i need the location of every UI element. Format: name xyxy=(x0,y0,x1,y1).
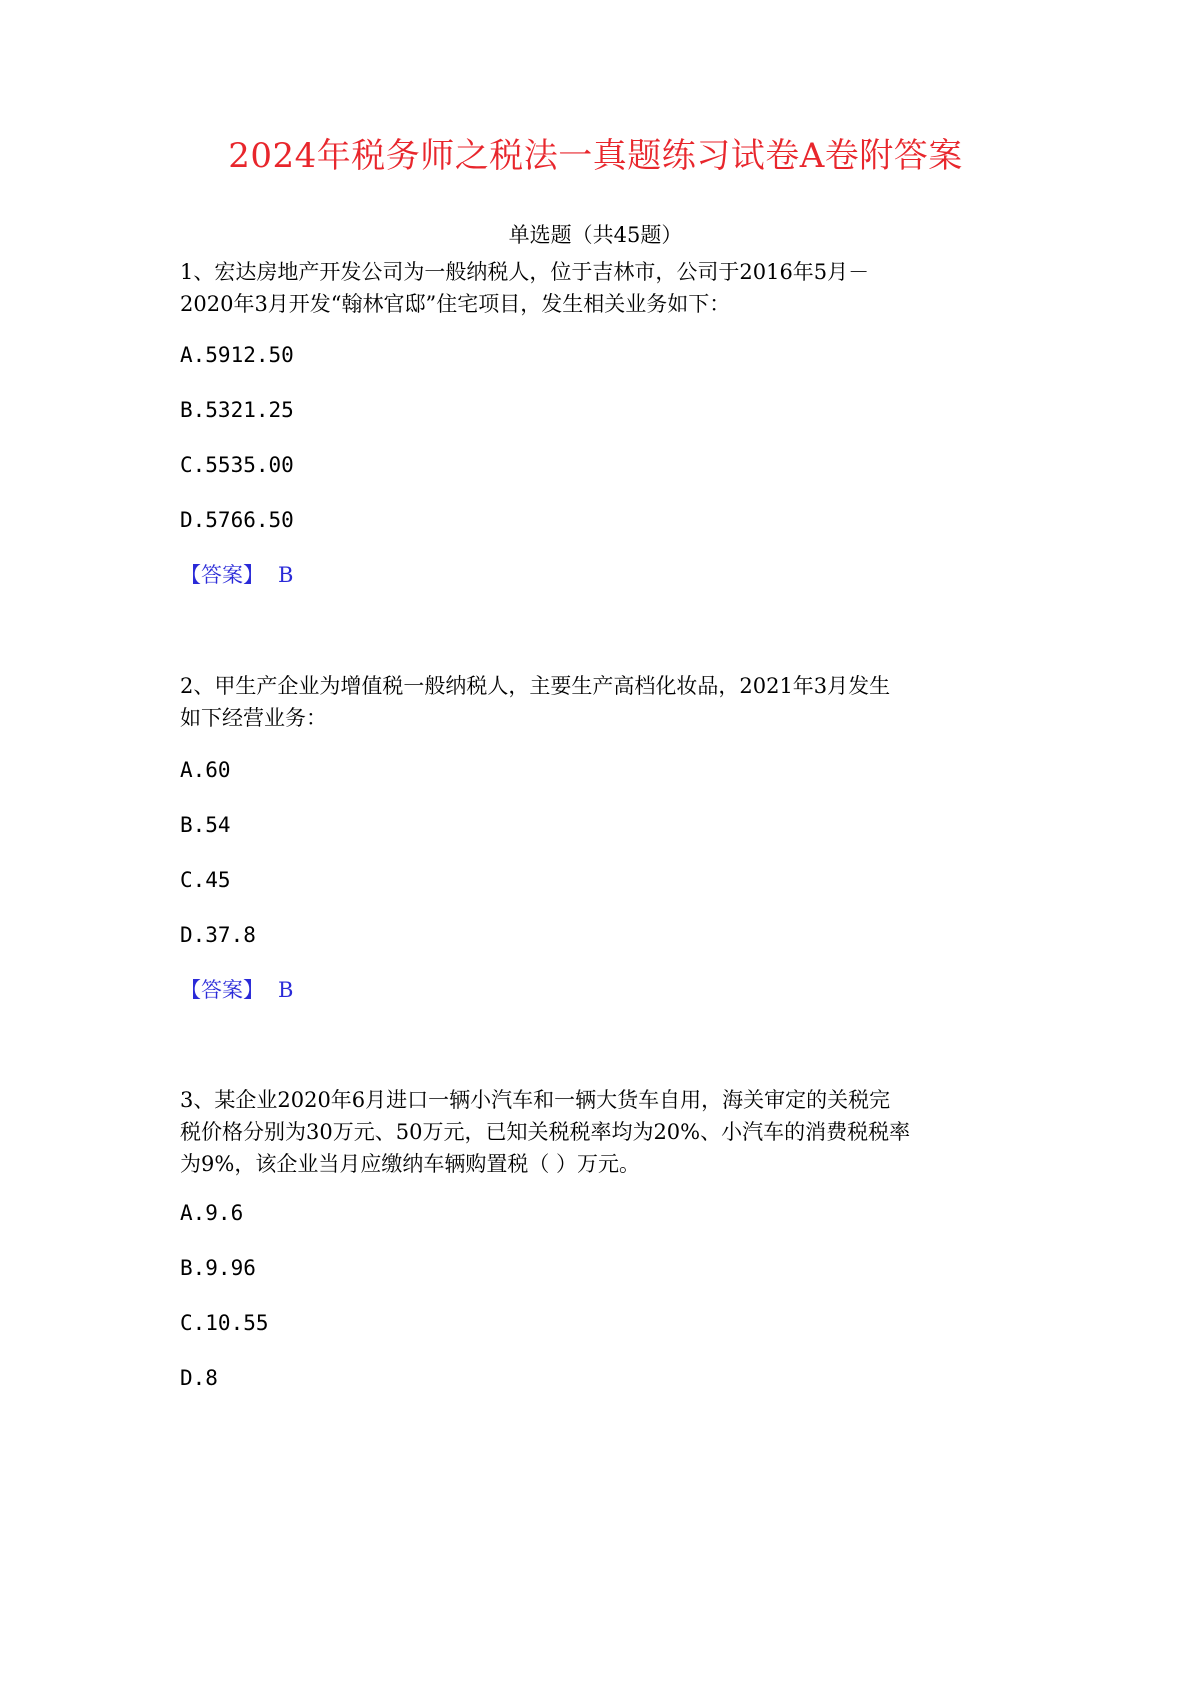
question-2-answer-label: 【答案】 xyxy=(180,978,264,1002)
question-1-stem-line-2: 2020年3月开发“翰林官邸”住宅项目，发生相关业务如下： xyxy=(180,292,731,316)
question-3-option-c: C.10.55 xyxy=(180,1311,269,1335)
question-1-stem-line-1: 1、宏达房地产开发公司为一般纳税人，位于吉林市，公司于2016年5月－ xyxy=(180,260,870,284)
question-2-answer xyxy=(180,975,293,1005)
question-2-option-b: B.54 xyxy=(180,813,231,837)
question-1-stem xyxy=(180,256,1020,320)
question-1-option-c: C.5535.00 xyxy=(180,453,294,477)
question-1-option-b: B.5321.25 xyxy=(180,398,294,422)
question-2-option-a: A.60 xyxy=(180,758,231,782)
question-3-stem-line-3: 为9%，该企业当月应缴纳车辆购置税（ ）万元。 xyxy=(180,1152,640,1176)
question-1-option-d: D.5766.50 xyxy=(180,508,294,532)
question-2-option-d: D.37.8 xyxy=(180,923,256,947)
question-3-option-d: D.8 xyxy=(180,1366,218,1390)
question-2-stem xyxy=(180,670,1020,734)
question-3-option-a: A.9.6 xyxy=(180,1201,244,1225)
question-2-answer-value: B xyxy=(278,978,294,1002)
section-heading: 单选题（共45题） xyxy=(508,223,683,247)
question-3-option-b: B.9.96 xyxy=(180,1256,256,1280)
question-2-option-c: C.45 xyxy=(180,868,231,892)
question-1-answer-label: 【答案】 xyxy=(180,563,264,587)
question-1-option-a: A.5912.50 xyxy=(180,343,294,367)
question-1-answer xyxy=(180,560,293,590)
question-3-stem xyxy=(180,1084,1020,1180)
question-3-stem-line-2: 税价格分别为30万元、50万元，已知关税税率均为20%、小汽车的消费税税率 xyxy=(180,1120,911,1144)
question-3-stem-line-1: 3、某企业2020年6月进口一辆小汽车和一辆大货车自用，海关审定的关税完 xyxy=(180,1088,891,1112)
question-2-stem-line-2: 如下经营业务： xyxy=(180,706,327,730)
question-2-stem-line-1: 2、甲生产企业为增值税一般纳税人，主要生产高档化妆品，2021年3月发生 xyxy=(180,674,891,698)
question-1-answer-value: B xyxy=(278,563,294,587)
document-title: 2024年税务师之税法一真题练习试卷A卷附答案 xyxy=(228,136,963,176)
